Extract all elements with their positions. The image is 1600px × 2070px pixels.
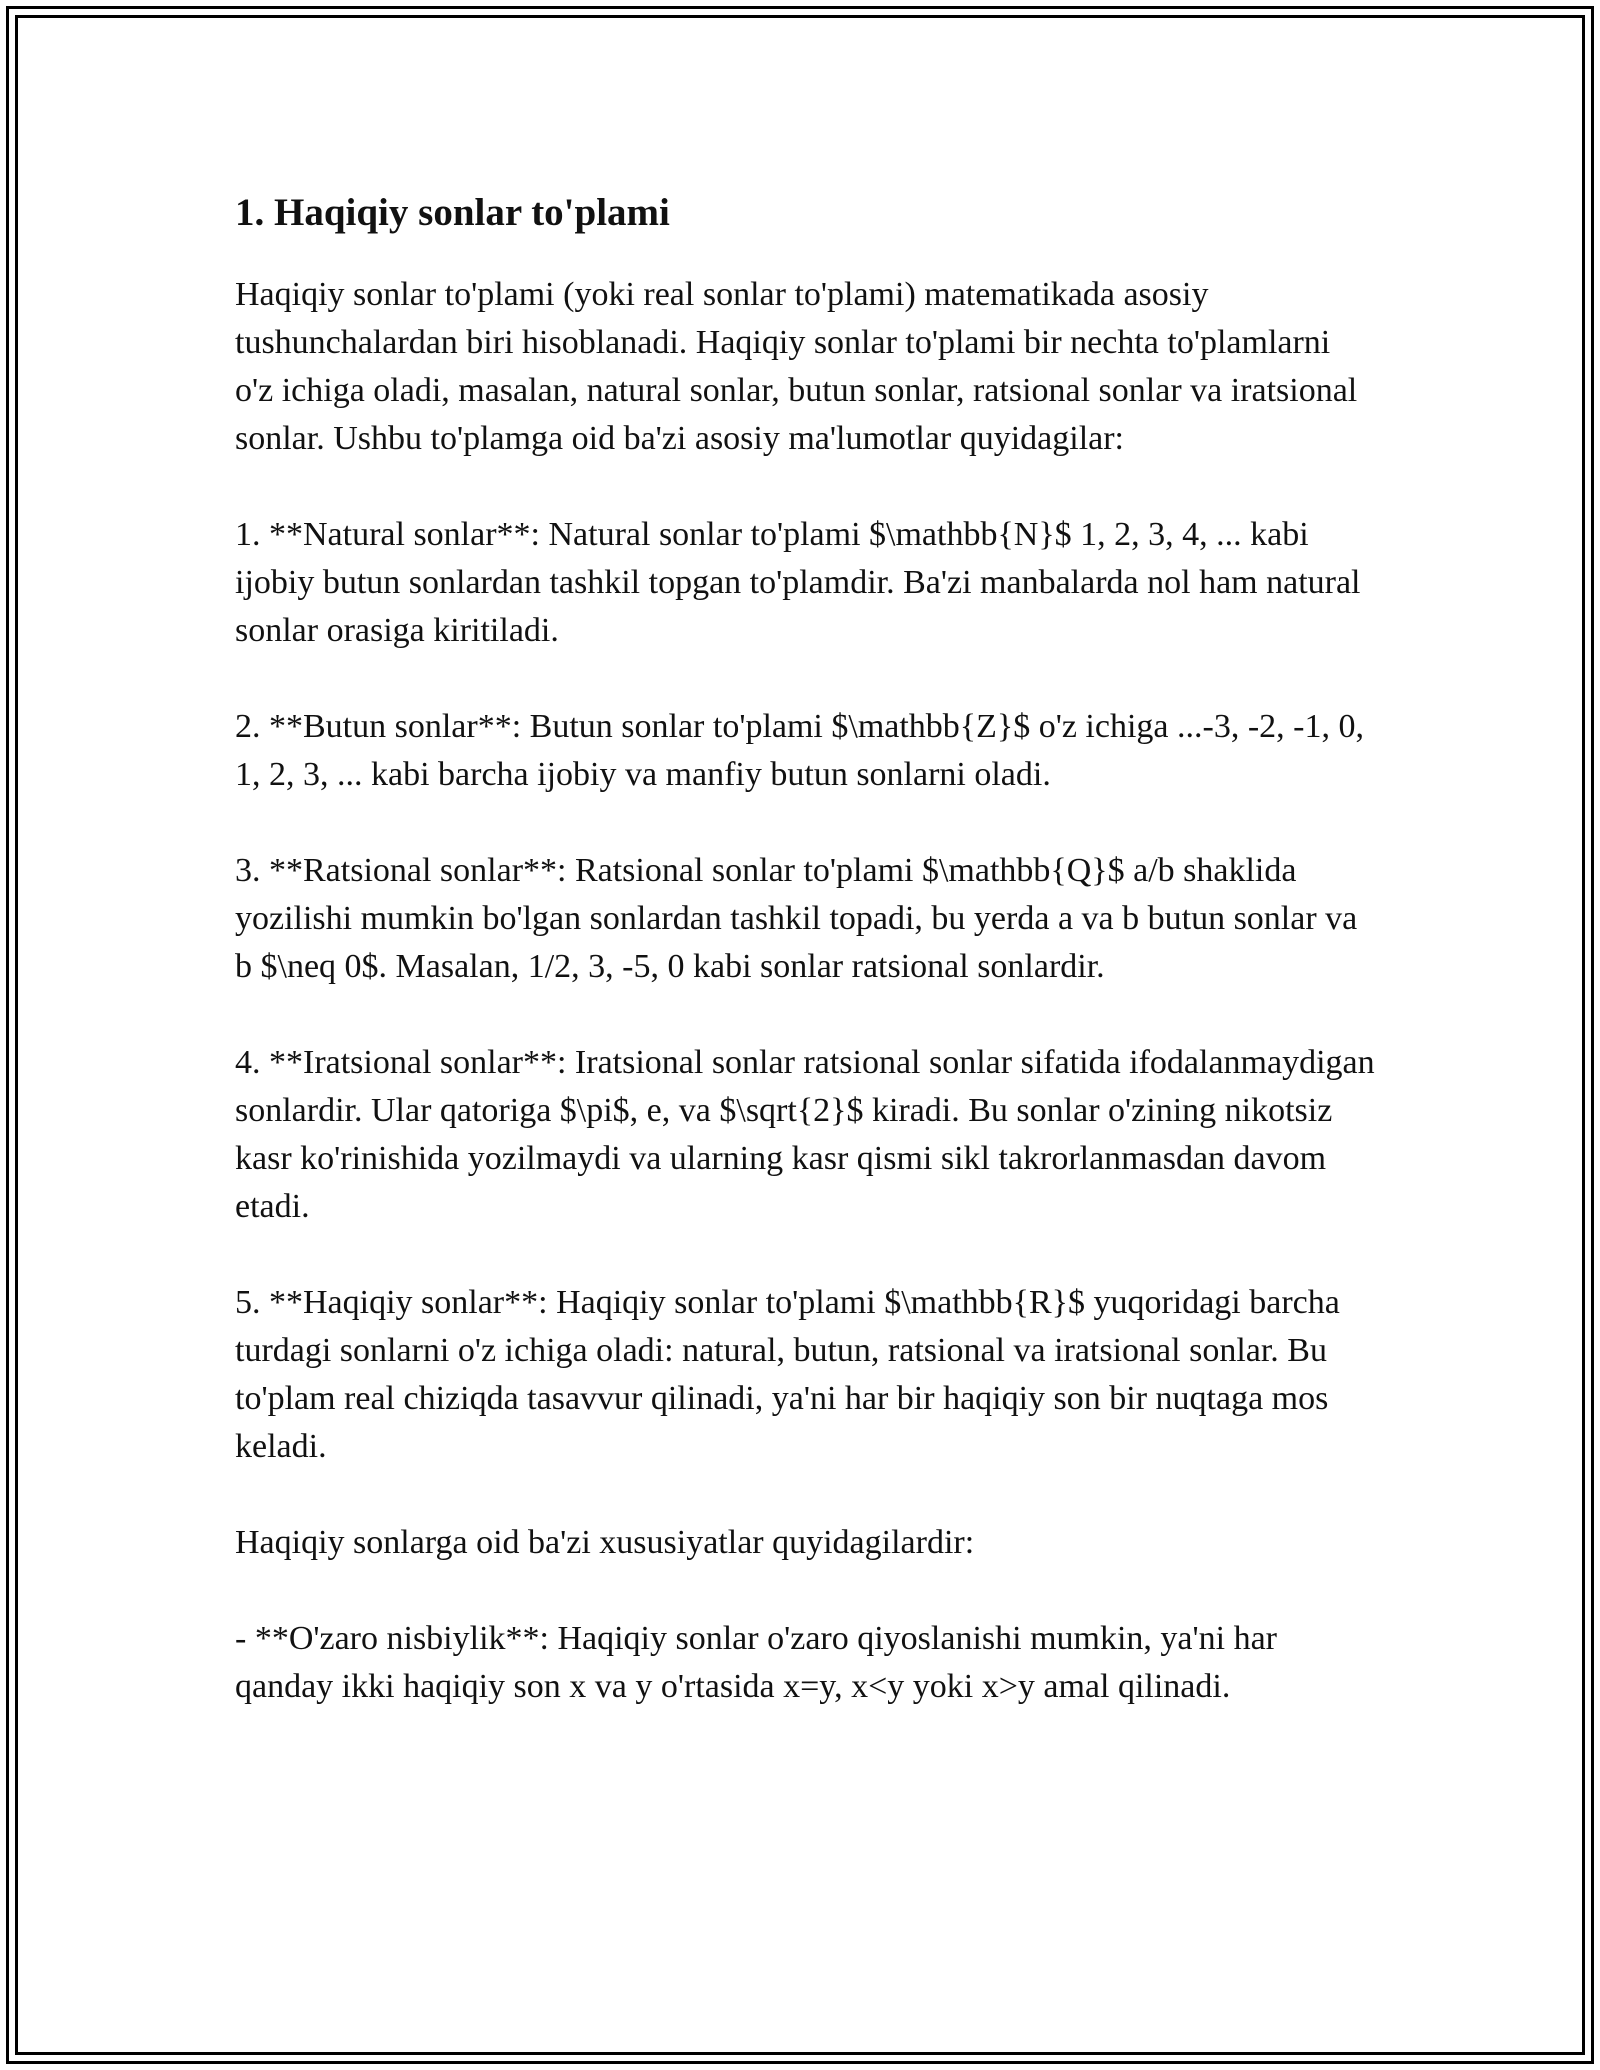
ordering-property-paragraph: - **O'zaro nisbiylik**: Haqiqiy sonlar o'zaro qiyoslanishi mumkin, ya'ni har qanday ikki haqiqiy son x va y o'rtasida x=y, x<y yoki x>y amal qilinadi. bbox=[235, 1619, 1277, 1705]
document-title: 1. Haqiqiy sonlar to'plami bbox=[235, 191, 670, 234]
rational-numbers-paragraph: 3. **Ratsional sonlar**: Ratsional sonlar to'plami $\mathbb{Q}$ a/b shaklida yozilishi mumkin bo'lgan sonlardan tashkil topadi, bu yerda a va b butun sonlar va b $\neq 0$. Masalan, 1/2, 3, -5, 0 kabi sonlar ratsional sonlardir. bbox=[235, 851, 1358, 985]
integers-paragraph: 2. **Butun sonlar**: Butun sonlar to'plami $\mathbb{Z}$ o'z ichiga ...-3, -2, -1, 0, 1, 2, 3, ... kabi barcha ijobiy va manfiy butun sonlarni oladi. bbox=[235, 707, 1364, 793]
properties-intro-paragraph: Haqiqiy sonlarga oid ba'zi xususiyatlar quyidagilardir: bbox=[235, 1523, 975, 1561]
irrational-numbers-paragraph: 4. **Iratsional sonlar**: Iratsional sonlar ratsional sonlar sifatida ifodalanmaydigan sonlardir. Ular qatoriga $\pi$, e, va $\sqrt{2}$ kiradi. Bu sonlar o'zining nikotsiz kasr ko'rinishida yozilmaydi va ularning kasr qismi sikl takrorlanmasdan davom etadi. bbox=[235, 1043, 1375, 1225]
natural-numbers-paragraph: 1. **Natural sonlar**: Natural sonlar to'plami $\mathbb{N}$ 1, 2, 3, 4, ... kabi ijobiy butun sonlardan tashkil topgan to'plamdir. Ba'zi manbalarda nol ham natural sonlar orasiga kiritiladi. bbox=[235, 515, 1361, 649]
document-body bbox=[235, 180, 1375, 1759]
real-numbers-paragraph: 5. **Haqiqiy sonlar**: Haqiqiy sonlar to'plami $\mathbb{R}$ yuqoridagi barcha turdagi sonlarni o'z ichiga oladi: natural, butun, ratsional va iratsional sonlar. Bu to'plam real chiziqda tasavvur qilinadi, ya'ni har bir haqiqiy son bir nuqtaga mos keladi. bbox=[235, 1283, 1340, 1465]
intro-paragraph: Haqiqiy sonlar to'plami (yoki real sonlar to'plami) matematikada asosiy tushunchalardan biri hisoblanadi. Haqiqiy sonlar to'plami bir nechta to'plamlarni o'z ichiga oladi, masalan, natural sonlar, butun sonlar, ratsional sonlar va iratsional sonlar. Ushbu to'plamga oid ba'zi asosiy ma'lumotlar quyidagilar: bbox=[235, 275, 1358, 457]
